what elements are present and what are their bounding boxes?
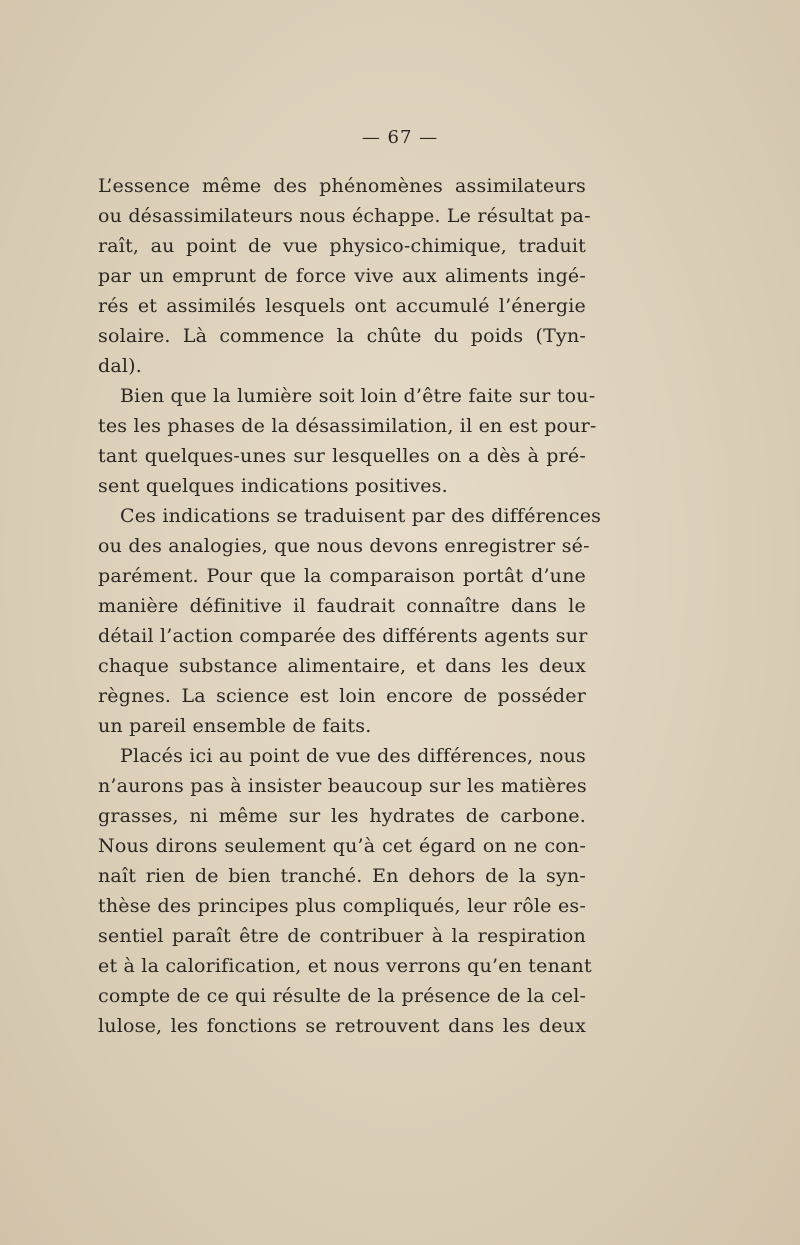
text-line: rés et assimilés lesquels ont accumulé l’énergie	[98, 295, 586, 317]
text-line: détail l’action comparée des différents agents sur	[98, 625, 588, 647]
text-line: dal).	[98, 355, 143, 377]
body-text	[98, 171, 602, 1041]
text-line: Nous dirons seulement qu’à cet égard on ne con-	[98, 835, 586, 857]
text-line: par un emprunt de force vive aux aliments ingé-	[98, 265, 586, 287]
text-line: thèse des principes plus compliqués, leur rôle es-	[98, 895, 586, 917]
text-line: tes les phases de la désassimilation, il en est pour-	[98, 415, 597, 437]
text-line: règnes. La science est loin encore de posséder	[98, 685, 586, 707]
paragraph	[98, 741, 592, 1041]
text-line: grasses, ni même sur les hydrates de carbone.	[98, 805, 586, 827]
text-line: ou désassimilateurs nous échappe. Le résultat pa-	[98, 205, 591, 227]
text-line: parément. Pour que la comparaison portât d’une	[98, 565, 586, 587]
text-line: Ces indications se traduisent par des différences	[120, 505, 602, 527]
text-line: compte de ce qui résulte de la présence de la cel-	[98, 985, 587, 1007]
text-line: chaque substance alimentaire, et dans les deux	[98, 655, 586, 677]
text-line: ou des analogies, que nous devons enregistrer sé-	[98, 535, 590, 557]
text-line: sentiel paraît être de contribuer à la respiration	[98, 925, 586, 947]
text-line: et à la calorification, et nous verrons qu’en tenant	[98, 955, 592, 977]
text-line: raît, au point de vue physico-chimique, traduit	[98, 235, 586, 257]
text-line: n’aurons pas à insister beaucoup sur les matières	[98, 775, 587, 797]
paragraph	[98, 171, 591, 381]
text-line: naît rien de bien tranché. En dehors de la syn-	[98, 865, 586, 887]
paragraph	[98, 501, 602, 741]
paragraph	[98, 381, 597, 501]
page-number: — 67 —	[361, 127, 439, 148]
text-line: manière définitive il faudrait connaître dans le	[98, 595, 586, 617]
text-line: Placés ici au point de vue des différences, nous	[120, 745, 586, 767]
text-line: Bien que la lumière soit loin d’être faite sur tou-	[120, 385, 596, 407]
text-line: L’essence même des phénomènes assimilateurs	[98, 175, 586, 197]
text-line: un pareil ensemble de faits.	[98, 715, 372, 737]
text-line: sent quelques indications positives.	[98, 475, 448, 497]
text-line: tant quelques-unes sur lesquelles on a dès à pré-	[98, 445, 586, 467]
text-line: solaire. Là commence la chûte du poids (Tyn-	[98, 325, 586, 347]
text-line: lulose, les fonctions se retrouvent dans les deux	[98, 1015, 586, 1037]
